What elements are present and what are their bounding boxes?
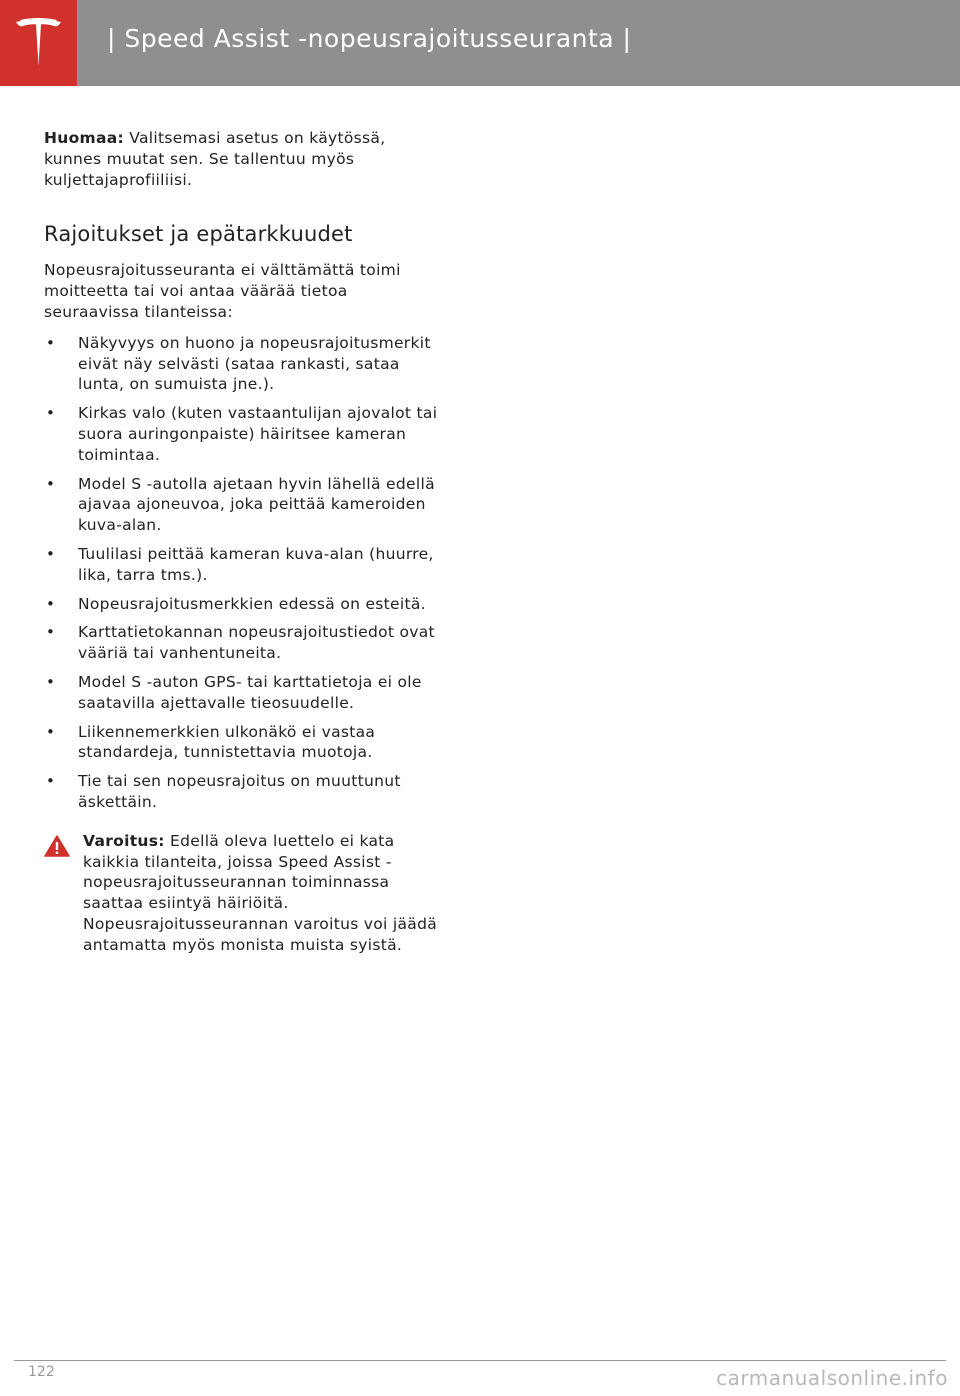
bullet-icon: • (46, 623, 56, 642)
list-item (44, 333, 444, 395)
tesla-logo-icon (14, 18, 63, 68)
list-item (44, 594, 444, 615)
main-content (44, 128, 444, 956)
list-item (44, 771, 444, 813)
header-bar (0, 0, 960, 86)
bullet-icon: • (46, 333, 56, 352)
logo-box (0, 0, 77, 86)
list-item (44, 474, 444, 536)
bullet-icon: • (46, 404, 56, 423)
note-text: Valitsemasi asetus on käytössä, kunnes muutat sen. Se tallentuu myös kuljettajaprofiiliisi. (44, 129, 386, 189)
section-intro: Nopeusrajoitusseuranta ei välttämättä toimi moitteetta tai voi antaa väärää tietoa seuraavissa tilanteissa: (44, 261, 401, 321)
warning-label: Varoitus: (83, 831, 165, 850)
bullet-icon: • (46, 544, 56, 563)
bullet-icon: • (46, 672, 56, 691)
warning-text: Edellä oleva luettelo ei kata kaikkia tilanteita, joissa Speed Assist -nopeusrajoitusseurannan toiminnassa saattaa esiintyä häiriöitä. Nopeusrajoitusseurannan varoitus voi jäädä antamatta myös monista muista syistä. (83, 831, 438, 954)
bullet-icon: • (46, 594, 56, 613)
bullet-icon: • (46, 722, 56, 741)
watermark: carmanualsonline.info (716, 1366, 948, 1390)
page-title: | Speed Assist -nopeusrajoitusseuranta | (107, 24, 632, 53)
warning-box (44, 831, 444, 956)
bullet-icon: • (46, 772, 56, 791)
list-item-text: Tie tai sen nopeusrajoitus on muuttunut äskettäin. (78, 772, 401, 811)
list-item-text: Kirkas valo (kuten vastaantulijan ajovalot tai suora auringonpaiste) häiritsee kameran toimintaa. (78, 404, 438, 464)
note-label: Huomaa: (44, 129, 125, 147)
list-item-text: Nopeusrajoitusmerkkien edessä on esteitä. (78, 594, 426, 613)
list-item-text: Näkyvyys on huono ja nopeusrajoitusmerkit eivät näy selvästi (sataa rankasti, sataa lunta, on sumuista jne.). (78, 333, 431, 394)
list-item (44, 672, 444, 714)
list-item-text: Karttatietokannan nopeusrajoitustiedot ovat vääriä tai vanhentuneita. (78, 623, 435, 663)
limitations-list (44, 333, 444, 813)
list-item (44, 544, 444, 586)
list-item-text: Liikennemerkkien ulkonäkö ei vastaa standardeja, tunnistettavia muotoja. (78, 722, 376, 762)
warning-triangle-icon (44, 835, 70, 857)
list-item-text: Tuulilasi peittää kameran kuva-alan (huurre, lika, tarra tms.). (78, 544, 434, 584)
section-heading: Rajoitukset ja epätarkkuudet (44, 222, 353, 247)
list-item-text: Model S -autolla ajetaan hyvin lähellä edellä ajavaa ajoneuvoa, joka peittää kameroiden kuva-alan. (78, 474, 435, 535)
list-item-text: Model S -auton GPS- tai karttatietoja ei ole saatavilla ajettavalle tieosuudelle. (78, 672, 422, 712)
warning-paragraph (83, 831, 444, 956)
bullet-icon: • (46, 474, 56, 493)
list-item (44, 622, 444, 664)
page-number: 122 (28, 1364, 55, 1380)
list-item (44, 722, 444, 764)
note-paragraph (44, 128, 444, 190)
list-item (44, 403, 444, 465)
footer-divider (14, 1360, 946, 1361)
